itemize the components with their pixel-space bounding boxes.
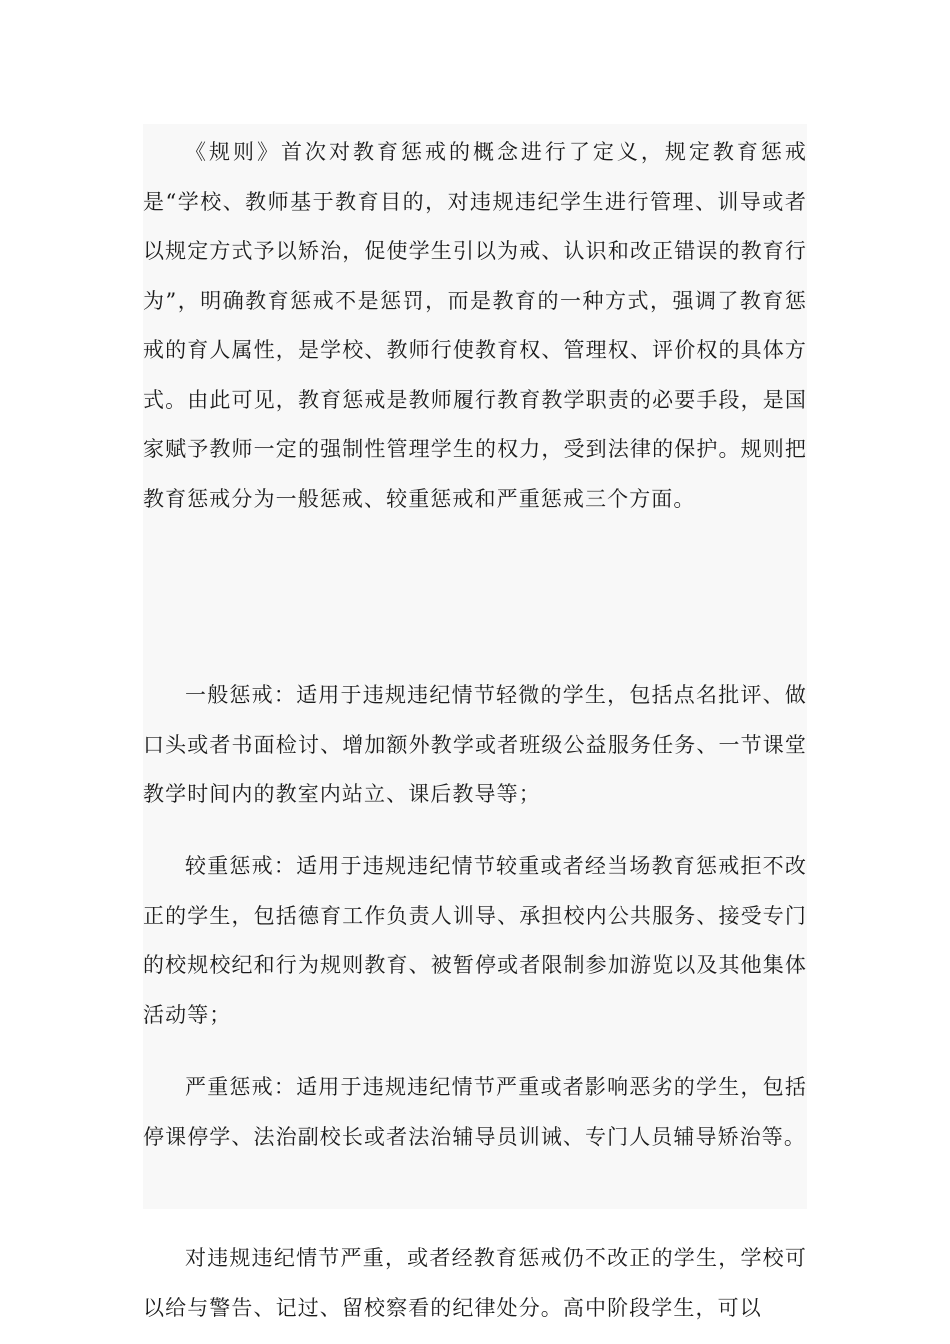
paragraph-disciplinary-sanctions: 对违规违纪情节严重，或者经教育惩戒仍不改正的学生，学校可以给与警告、记过、留校察看的纪律处分。高中阶段学生，可以 <box>143 1246 807 1320</box>
paragraph-moderate-discipline: 较重惩戒：适用于违规违纪情节较重或者经当场教育惩戒拒不改正的学生，包括德育工作负责人训导、承担校内公共服务、接受专门的校规校纪和行为规则教育、被暂停或者限制参加游览以及其他集体活动等； <box>143 854 807 1027</box>
paragraph-general-discipline: 一般惩戒：适用于违规违纪情节轻微的学生，包括点名批评、做口头或者书面检讨、增加额外教学或者班级公益服务任务、一节课堂教学时间内的教室内站立、课后教导等； <box>143 683 807 806</box>
document-body <box>143 124 807 1320</box>
paragraph-definition: 《规则》首次对教育惩戒的概念进行了定义，规定教育惩戒是“学校、教师基于教育目的，对违规违纪学生进行管理、训导或者以规定方式予以矫治，促使学生引以为戒、认识和改正错误的教育行为”，明确教育惩戒不是惩罚，而是教育的一种方式，强调了教育惩戒的育人属性，是学校、教师行使教育权、管理权、评价权的具体方式。由此可见，教育惩戒是教师履行教育教学职责的必要手段，是国家赋予教师一定的强制性管理学生的权力，受到法律的保护。规则把教育惩戒分为一般惩戒、较重惩戒和严重惩戒三个方面。 <box>143 140 807 511</box>
paragraph-severe-discipline: 严重惩戒：适用于违规违纪情节严重或者影响恶劣的学生，包括停课停学、法治副校长或者法治辅导员训诫、专门人员辅导矫治等。 <box>143 1075 807 1149</box>
